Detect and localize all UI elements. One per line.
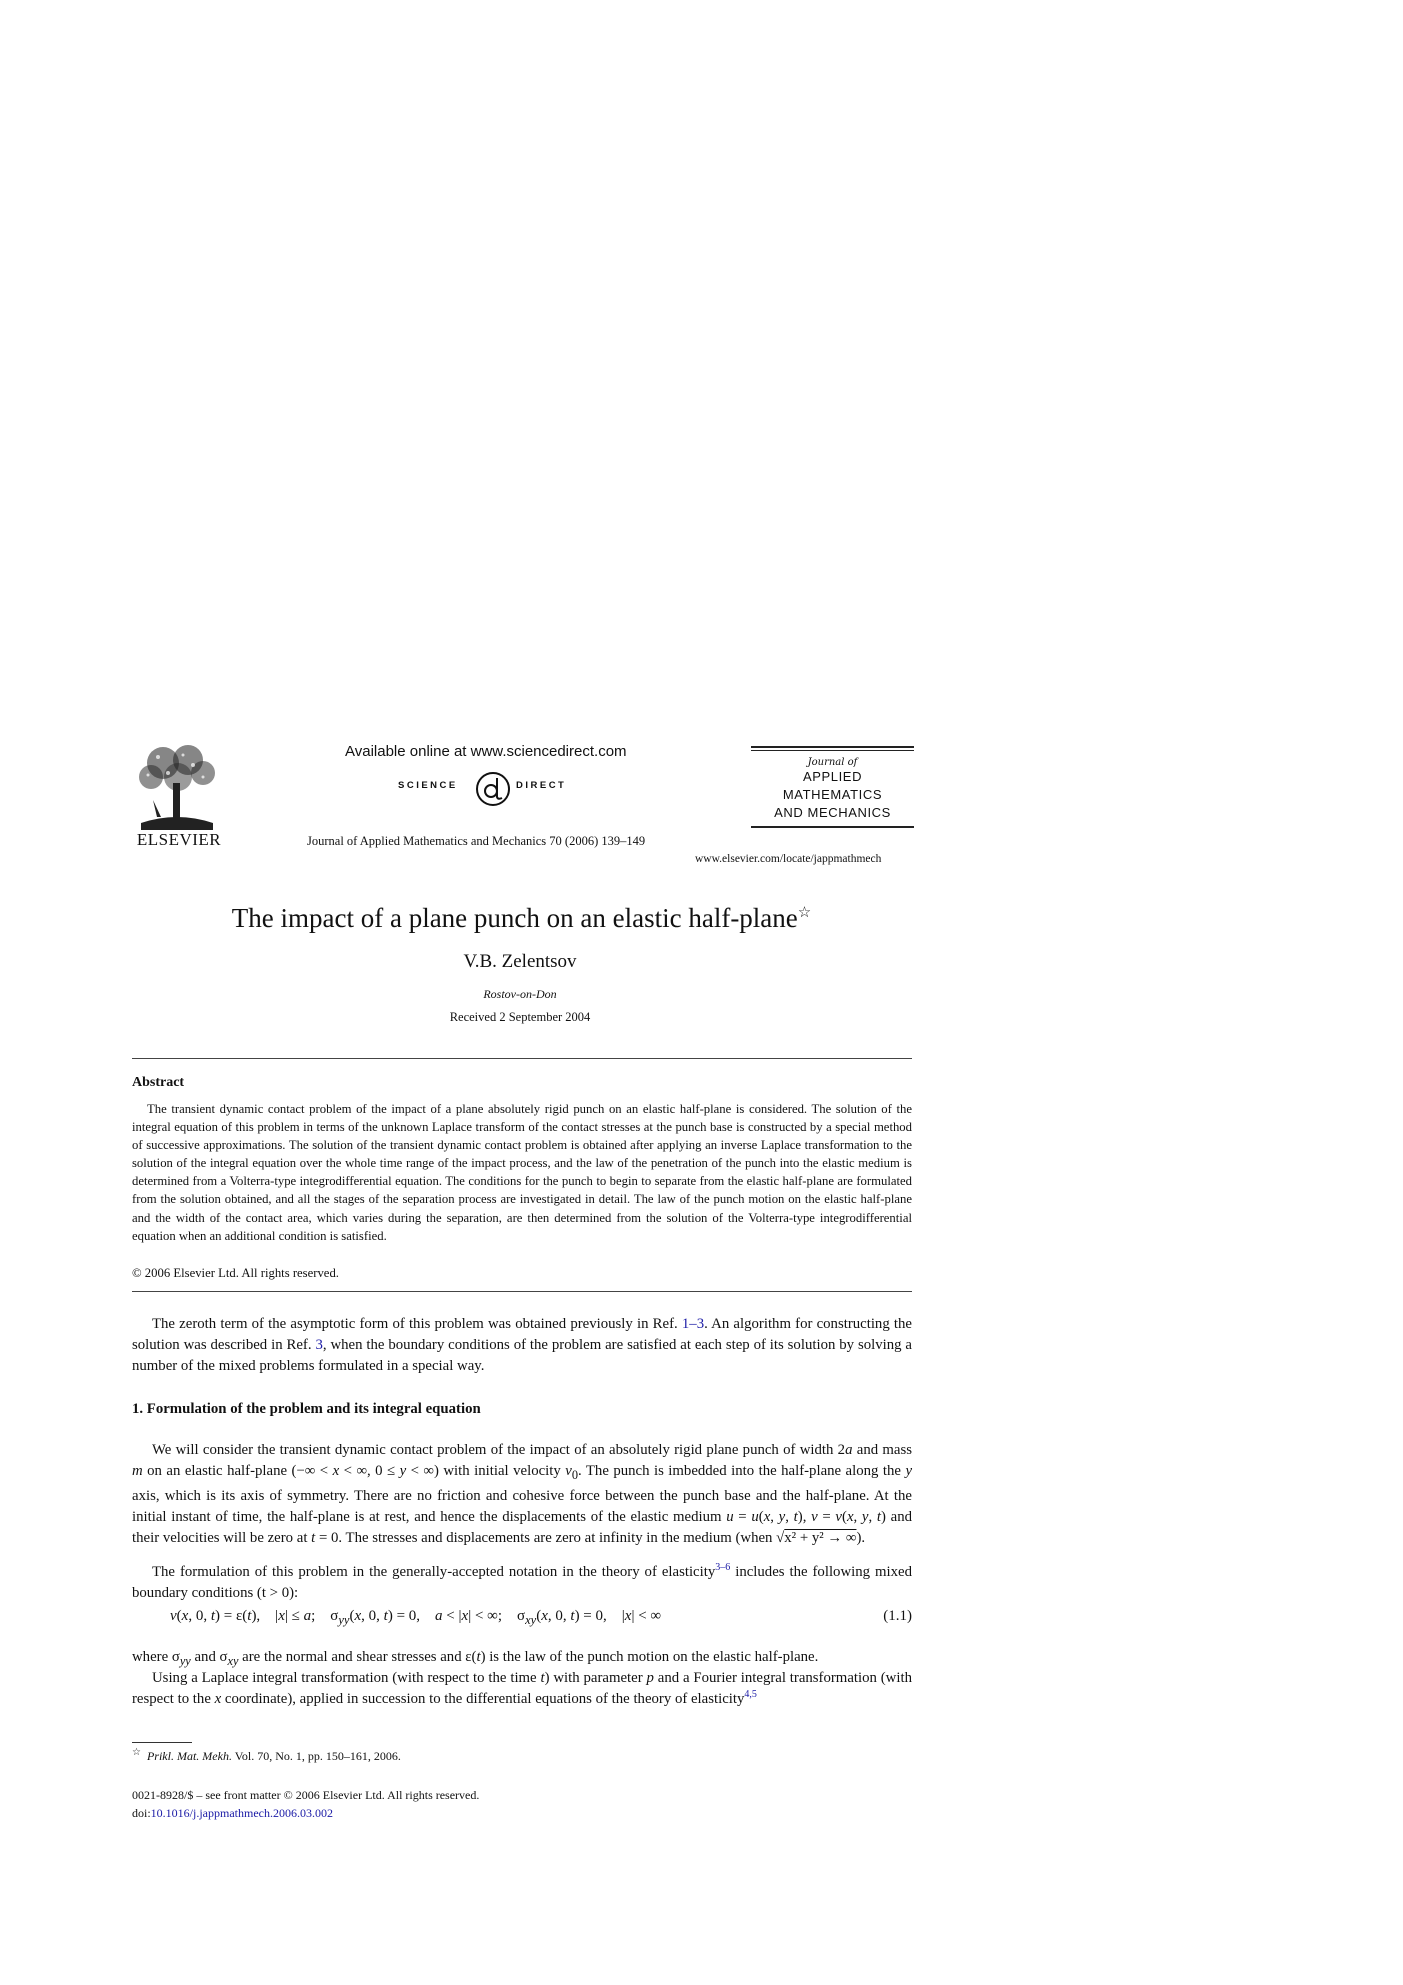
- abstract-copyright: © 2006 Elsevier Ltd. All rights reserved.: [132, 1266, 339, 1280]
- abstract-heading: Abstract: [132, 1075, 185, 1090]
- front-matter: [132, 1786, 479, 1822]
- sqrt-expression: x² + y² → ∞: [784, 1529, 857, 1546]
- section1-paragraph-2: The formulation of this problem in the generally-accepted notation in the theory of elasticity$^{3-6}$ includes the following mixed boundary conditions (t > 0):: [132, 1562, 912, 1601]
- ref-link-4-5[interactable]: 4,5: [744, 1689, 757, 1701]
- available-online[interactable]: Available online at www.sciencedirect.com: [345, 743, 627, 760]
- footnote: ☆ Prikl. Mat. Mekh. Vol. 70, No. 1, pp. 150–161, 2006.: [132, 1747, 401, 1763]
- publisher-name: ELSEVIER: [136, 830, 222, 849]
- equation-1-1: v(x, 0, t) = ε(t), |x| ≤ a; $\sigma_{yy}(x$, 0, t) = 0, a < |x| < ∞; $\sigma_{xy}(x$, 0, t) = 0, |x| < ∞ (1.1): [170, 1608, 912, 1627]
- divider-top: [132, 1058, 912, 1059]
- section1-paragraph-4: Using a Laplace integral transformation (with respect to the time t) with parameter p and a Fourier integral transformation (with respect to the x coordinate), applied in succession to the differential equations of the theory of elasticity$^{4,5}$: [132, 1670, 912, 1707]
- sciencedirect-left: SCIENCE: [398, 780, 458, 791]
- author: V.B. Zelentsov: [463, 951, 577, 972]
- sciencedirect-right: DIRECT: [516, 780, 567, 791]
- journal-of: Journal of: [807, 757, 858, 768]
- title-footnote-mark[interactable]: ☆: [797, 905, 812, 921]
- footnote-rule: [132, 1742, 192, 1743]
- journal-citation: Journal of Applied Mathematics and Mechanics 70 (2006) 139–149: [307, 834, 646, 848]
- divider-bottom: [132, 1291, 912, 1292]
- at-sign-icon: [474, 770, 512, 808]
- sciencedirect-logo: [398, 770, 578, 808]
- doi-line: doi:10.1016/j.jappmathmech.2006.03.002: [132, 1806, 333, 1820]
- abstract-text: The transient dynamic contact problem of the impact of a plane absolutely rigid punch on an elastic half-plane is considered. The solution of the integral equation of this problem in terms of the unknown Laplace transform of the contact stresses at the punch base is constructed by a special method of successive approximations. The solution of the transient dynamic contact problem is obtained after applying an inverse Laplace transformation to the solution of the integral equation over the whole time range of the impact process, and the law of the penetration of the punch into the elastic medium is determined from a Volterra-type integrodifferential equation. The conditions for the punch to begin to separate from the elastic half-plane are formulated from the solution obtained, and all the stages of the separation process are investigated in detail. The law of the punch motion on the elastic half-plane and the width of the contact area, which varies during the separation, are then determined from the solution of the Volterra-type integrodifferential equation when an additional condition is satisfied.: [132, 1102, 912, 1243]
- intro-paragraph: The zeroth term of the asymptotic form of this problem was obtained previously in Ref. 1–3. An algorithm for constructing the solution was described in Ref. 3, when the boundary conditions of the problem are satisfied at each step of its solution by solving a number of the mixed problems formulated in a special way.: [132, 1316, 912, 1374]
- journal-name-line2: MATHEMATICS: [782, 787, 883, 802]
- affiliation: Rostov-on-Don: [483, 987, 557, 1001]
- journal-url[interactable]: www.elsevier.com/locate/jappmathmech: [695, 853, 882, 865]
- article-title: The impact of a plane punch on an elastic half-plane☆: [231, 903, 812, 933]
- issn-line: 0021-8928/$ – see front matter © 2006 Elsevier Ltd. All rights reserved.: [132, 1788, 480, 1802]
- doi-link[interactable]: 10.1016/j.jappmathmech.2006.03.002: [150, 1806, 333, 1820]
- received-date: Received 2 September 2004: [449, 1010, 591, 1024]
- ref-link-1-3[interactable]: 1–3: [681, 1316, 705, 1332]
- journal-name-line3: AND MECHANICS: [774, 805, 891, 820]
- journal-name-box: [751, 746, 914, 828]
- journal-name-line1: APPLIED: [802, 769, 863, 784]
- ref-link-3[interactable]: 3: [315, 1337, 323, 1353]
- section1-paragraph-3: where $\sigma_{yy}$ and $\sigma_{xy}$ are the normal and shear stresses and ε(t) is the law of the punch motion on the elastic half-plane.: [132, 1649, 819, 1668]
- section1-paragraph-1: We will consider the transient dynamic contact problem of the impact of an absolutely rigid plane punch of width 2a and mass m on an elastic half-plane (−∞ < x < ∞, 0 ≤ y < ∞) with initial velocity $v_0$. The punch is imbedded into the half-plane along the y axis, which is its axis of symmetry. There are no friction and cohesive force between the punch base and the half-plane. At the initial instant of time, the half-plane is at rest, and hence the displacements of the elastic medium u = u(x, y, t), v = v(x, y, t) and their velocities will be zero at t = 0. The stresses and displacements are zero at infinity in the medium (when √x² + y² → ∞).: [132, 1442, 913, 1546]
- section-heading: 1. Formulation of the problem and its integral equation: [132, 1401, 481, 1417]
- equation-number: (1.1): [883, 1608, 912, 1624]
- ref-link-3-6[interactable]: 3–6: [715, 1562, 731, 1574]
- elsevier-tree-logo: [133, 745, 221, 830]
